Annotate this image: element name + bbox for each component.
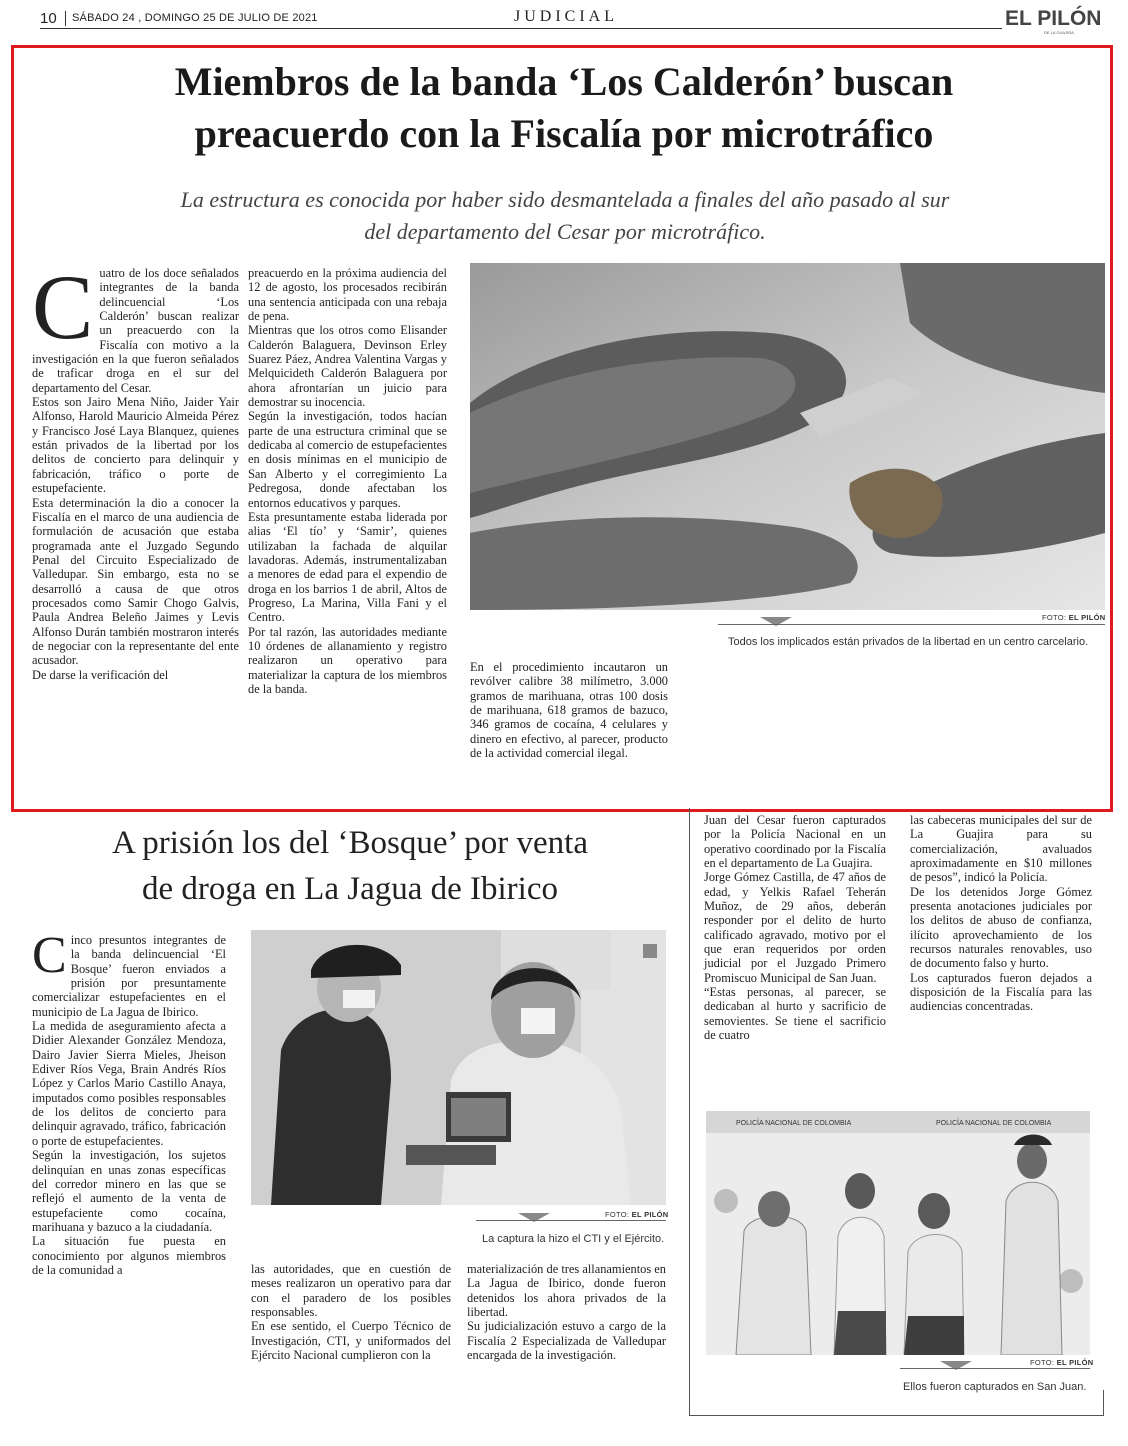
- article1-dropcap: C: [32, 256, 94, 358]
- credit-label: FOTO:: [605, 1210, 630, 1219]
- article1-headline-line2: preacuerdo con la Fiscalía por microtráfico: [194, 111, 934, 156]
- article3-photo-caption: Ellos fueron capturados en San Juan.: [903, 1381, 1087, 1393]
- article1-col1-p1: uatro de los doce señalados integrantes de la banda delincuencial ‘Los Calderón’ buscan realizar un preacuerdo con la Fiscalía con motivo a la investigación en la que fueron señalados de traficar droga en el sur del departamento del Cesar.: [32, 266, 239, 395]
- article3-column2: [910, 813, 1092, 1014]
- article2-headline-line1: A prisión los del ‘Bosque’ por venta: [112, 825, 588, 861]
- article3-col2-p3: Los capturados fueron dejados a disposición de la Fiscalía para las audiencias concentradas.: [910, 970, 1092, 1014]
- section-name: JUDICIAL: [514, 8, 618, 25]
- caption-rule: [900, 1368, 1090, 1369]
- article2-column3: [467, 1262, 666, 1362]
- article3-photo-detainees: [706, 1111, 1090, 1355]
- article1-col3-p1: En el procedimiento incautaron un revólver calibre 38 milímetro, 3.000 gramos de marihuana, otras 100 dosis de marihuana, 618 gramos de bazuco, 346 gramos de cocaína, 4 celulares y dinero en efectivo, al parecer, producto de la actividad comercial ilegal.: [470, 660, 668, 761]
- article1-col2-p4: Esta presuntamente estaba liderada por alias ‘El tío’ y ‘Samir’, quienes utilizaban la fachada de alquilar lavadoras. Además, instrumentalizaban a menores de edad para el expendio de droga en los barrios 1 de abril, Altos de Progreso, La Marina, Villa Fani y el Centro.: [248, 509, 447, 625]
- article2-column1: [32, 927, 226, 1277]
- article2-col1-p2: La medida de aseguramiento afecta a Didier Alexander González Mendoza, Dairo Javier Sierra Mieles, Jheison Ediver Ríos Vega, Brain Andrés Ríos López y Carlos Mario Castillo Anaya, imputados como posibles responsables de los delitos de concierto para delinquir agravado, tráfico, fabricación o porte de estupefacientes.: [32, 1019, 226, 1148]
- article1-col2-p1: preacuerdo en la próxima audiencia del 12 de agosto, los procesados recibirán una sentencia anticipada con una rebaja de pena.: [248, 266, 447, 324]
- credit-label: FOTO:: [1030, 1358, 1055, 1367]
- article1-col1-p4: De darse la verificación del: [32, 667, 169, 682]
- article2-col2-p2: En ese sentido, el Cuerpo Técnico de Investigación, CTI, y uniformados del Ejército Nacional cumplieron con la: [251, 1319, 451, 1363]
- article1-col1-p2: Estos son Jairo Mena Niño, Jaider Yair Alfonso, Harold Mauricio Almeida Pérez y Francisco José Laya Blanquez, quienes están privados de la libertad por los delitos de concierto para delinquir y fabricación, tráfico o porte de estupefaciente.: [32, 395, 239, 496]
- caption-rule: [718, 624, 1105, 625]
- article1-column1: [32, 256, 239, 682]
- article3-photo-credit: [1030, 1358, 1094, 1367]
- capture-scene-image: [251, 930, 666, 1205]
- article1-headline: [14, 56, 1114, 160]
- caption-rule: [476, 1220, 666, 1221]
- article1-headline-line1: Miembros de la banda ‘Los Calderón’ buscan: [174, 59, 954, 104]
- page-number: 10: [40, 10, 57, 27]
- article1-col2-p2: Mientras que los otros como Elisander Calderón Balaguera, Devinson Erley Suarez Páez, Andrea Valentina Vargas y Melquicideth Calderón Balaguera por ahora afrontarían un juicio para demostrar su inocencia.: [248, 323, 447, 410]
- article3-col1-p3: “Estas personas, al parecer, se dedicaban al hurto y sacrificio de semovientes. Se tiene el sacrificio de cuatro: [704, 985, 886, 1043]
- article2-col3-p1: materialización de tres allanamientos en La Jagua de Ibirico, donde fueron detenidos los ahora privados de la libertad.: [467, 1262, 666, 1320]
- article1-subheadline-line1: La estructura es conocida por haber sido desmantelada a finales del año pasado al sur: [180, 187, 950, 212]
- article1-photo-hands: [470, 263, 1105, 610]
- article2-col1-p1: inco presuntos integrantes de la banda delincuencial ‘El Bosque’ fueron enviados a prisión por presuntamente comercializar estupefacientes en el municipio de La Jagua de Ibirico.: [32, 933, 226, 1019]
- credit-label: FOTO:: [1042, 613, 1067, 622]
- issue-date: SÁBADO 24 , DOMINGO 25 DE JULIO DE 2021: [72, 12, 318, 24]
- newspaper-logo-subtitle: DE LA GUAJIRA: [1044, 30, 1074, 35]
- article2-headline-line2: de droga en La Jagua de Ibirico: [142, 871, 558, 907]
- article2-photo-capture: [251, 930, 666, 1205]
- article3-right-border: [1103, 1390, 1104, 1416]
- article2-headline: [20, 820, 680, 912]
- header-rule: [40, 28, 1002, 29]
- article1-col2-p5: Por tal razón, las autoridades mediante 10 órdenes de allanamiento y registro realizaron un operativo para materializar la captura de los miembros de la banda.: [248, 624, 447, 696]
- article1-subheadline-line2: del departamento del Cesar por microtráfico.: [364, 219, 766, 244]
- article3-col2-top: las cabeceras municipales del sur de La Guajira para su comercialización, avaluados aproximadamente en $10 millones de pesos”, indicó la Policía.: [910, 813, 1092, 885]
- article1-column2: [248, 266, 447, 696]
- article2-dropcap: C: [32, 927, 67, 984]
- article3-col1-p2: Jorge Gómez Castilla, de 47 años de edad, y Yelkis Rafael Teherán Muñoz, de 29 años, deberán responder por el delito de hurto calificado agravado, motivo por el que eran requeridos por orden judicial por el Juzgado Primero Promiscuo Municipal de San Juan.: [704, 870, 886, 985]
- article1-col2-p3: Según la investigación, todos hacían parte de una estructura criminal que se dedicaba al comercio de estupefacientes en dosis mínimas en el municipio de San Alberto y el corregimiento La Pedregosa, donde afectaban los entornos educativos y parques.: [248, 409, 447, 510]
- newspaper-logo: EL PILÓN: [1005, 7, 1102, 30]
- article3-column1: [704, 813, 886, 1043]
- header-separator: [65, 11, 66, 26]
- credit-name: EL PILÓN: [1068, 613, 1106, 622]
- article1-photo-credit: [1042, 613, 1106, 622]
- credit-name: EL PILÓN: [631, 1210, 669, 1219]
- article2-col3-p2: Su judicialización estuvo a cargo de la Fiscalía 2 Especializada de Valledupar encargada de la investigación.: [467, 1319, 666, 1363]
- article1-photo-caption: Todos los implicados están privados de la libertad en un centro carcelario.: [728, 636, 1089, 648]
- article1-subheadline: [30, 184, 1100, 248]
- credit-name: EL PILÓN: [1056, 1358, 1094, 1367]
- article3-left-border: [689, 808, 690, 1416]
- article2-col1-p4: La situación fue puesta en conocimiento por algunos miembros de la comunidad a: [32, 1234, 226, 1277]
- article2-col2-p1: las autoridades, que en cuestión de meses realizaron un operativo para dar con el paradero de los posibles responsables.: [251, 1262, 451, 1320]
- article3-col2-p2: De los detenidos Jorge Gómez presenta anotaciones judiciales por los delitos de abuso de confianza, ilícito aprovechamiento de los recursos naturales renovables, uso de documento falso y hurto.: [910, 884, 1092, 971]
- article3-col1-top: Juan del Cesar fueron capturados por la Policía Nacional en un operativo coordinado por la Fiscalía en el departamento de La Guajira.: [704, 813, 886, 871]
- detainees-image: [706, 1111, 1090, 1355]
- article1-col1-p3: Esta determinación la dio a conocer la Fiscalía en el marco de una audiencia de formulación de acusación que estaba programada ante el Juzgado Segundo Penal del Circuito Especializado de Valledupar. Sin embargo, esta no se desarrolló a causa de que otros procesados como Samir Chogo Galvis, Paula Andrea Beleño Jaimes y Levis Alfonso Durán también mostraron interés de negociar con la representante del ente acusador.: [32, 495, 239, 668]
- article2-photo-caption: La captura la hizo el CTI y el Ejército.: [482, 1233, 665, 1245]
- article2-photo-credit: [605, 1210, 669, 1219]
- article3-bottom-border: [689, 1415, 1104, 1416]
- article1-column3: [470, 660, 668, 760]
- police-banner-text-2: POLICÍA NACIONAL DE COLOMBIA: [936, 1120, 1052, 1127]
- hands-exchange-image: [470, 263, 1105, 610]
- article2-col1-p3: Según la investigación, los sujetos delinquían en unas zonas específicas del corredor minero en las que se reflejó el aumento de la venta de estupefaciente como cocaína, marihuana y bazuco a la ciudadanía.: [32, 1148, 226, 1234]
- article2-column2: [251, 1262, 451, 1362]
- police-banner-text-1: POLICÍA NACIONAL DE COLOMBIA: [736, 1120, 852, 1127]
